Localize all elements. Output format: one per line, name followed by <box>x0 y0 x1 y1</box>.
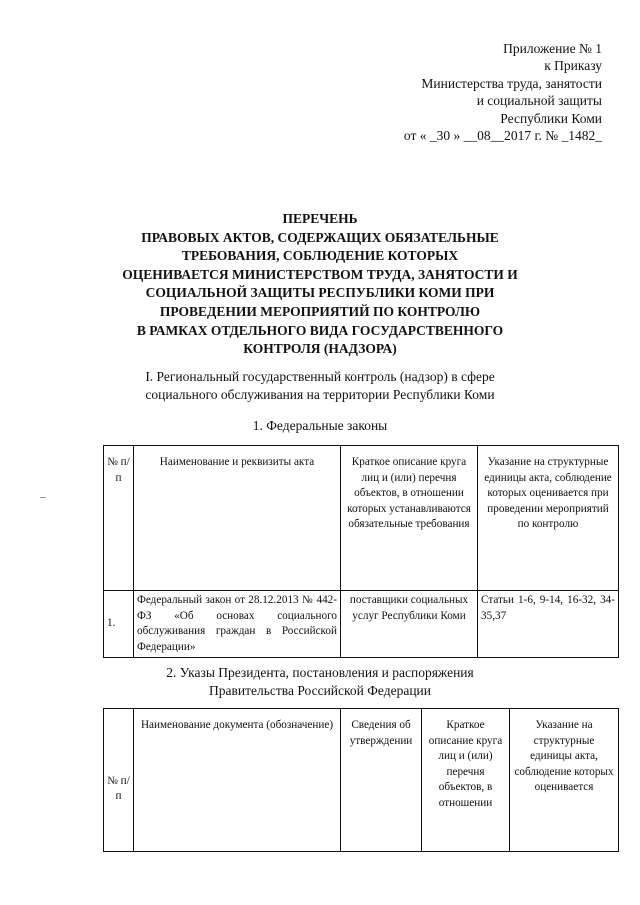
table-header-row <box>104 446 619 591</box>
header-cell-act: Наименование и реквизиты акта <box>134 446 341 591</box>
table-row <box>104 591 619 658</box>
decrees-table <box>103 708 619 852</box>
header-cell-approval: Сведения об утверждении <box>341 709 422 852</box>
row-subjects: поставщики социальных услуг Республики Коми <box>341 591 478 658</box>
title-line: ПЕРЕЧЕНЬ <box>282 211 358 226</box>
appendix-line: Республики Коми <box>500 110 602 126</box>
title-line: СОЦИАЛЬНОЙ ЗАЩИТЫ РЕСПУБЛИКИ КОМИ ПРИ <box>145 285 495 301</box>
section-heading <box>60 368 580 403</box>
title-line: КОНТРОЛЯ (НАДЗОРА) <box>243 341 397 357</box>
header-cell-units: Указание на структурные единицы акта, соблюдение которых оценивается <box>510 709 619 852</box>
title-line: ТРЕБОВАНИЯ, СОБЛЮДЕНИЕ КОТОРЫХ <box>181 248 459 264</box>
header-cell-units: Указание на структурные единицы акта, соблюдение которых оценивается при проведении мероприятий по контролю <box>478 446 619 591</box>
row-units: Статьи 1-6, 9-14, 16-32, 34-35,37 <box>478 591 619 658</box>
title-line: ОЦЕНИВАЕТСЯ МИНИСТЕРСТВОМ ТРУДА, ЗАНЯТОСТИ И <box>122 266 518 282</box>
subsection-federal-laws: 1. Федеральные законы <box>252 418 388 433</box>
subsection-line: 2. Указы Президента, постановления и распоряжения <box>166 665 474 680</box>
title-line: ПРАВОВЫХ АКТОВ, СОДЕРЖАЩИХ ОБЯЗАТЕЛЬНЫЕ <box>141 229 499 245</box>
appendix-line: Министерства труда, занятости <box>421 75 602 91</box>
appendix-line: Приложение № 1 <box>503 41 602 56</box>
table-header-row <box>104 709 619 852</box>
header-cell-number: № п/п <box>104 709 134 852</box>
header-cell-subjects: Краткое описание круга лиц и (или) перечня объектов, в отношении <box>422 709 510 852</box>
appendix-line: к Приказу <box>544 58 602 74</box>
margin-mark <box>40 497 46 498</box>
section-line: социального обслуживания на территории Республики Коми <box>145 386 495 402</box>
row-act: Федеральный закон от 28.12.2013 № 442-ФЗ «Об основах социального обслуживания граждан в Российской Федерации» <box>134 591 341 658</box>
header-cell-number: № п/п <box>104 446 134 591</box>
subsection-presidential-decrees <box>60 664 580 699</box>
appendix-header <box>404 40 602 144</box>
title-line: ПРОВЕДЕНИИ МЕРОПРИЯТИЙ ПО КОНТРОЛЮ <box>159 303 481 319</box>
document-title <box>60 210 580 359</box>
header-cell-subjects: Краткое описание круга лиц и (или) перечня объектов, в отношении которых устанавливаются обязательные требования <box>341 446 478 591</box>
section-line: I. Региональный государственный контроль (надзор) в сфере <box>145 369 495 384</box>
row-number: 1. <box>104 591 134 658</box>
appendix-line: и социальной защиты <box>476 93 602 109</box>
federal-laws-table <box>103 445 619 658</box>
header-cell-document: Наименование документа (обозначение) <box>134 709 341 852</box>
appendix-order-date: от « _30 » __08__2017 г. № _1482_ <box>403 128 602 144</box>
title-line: В РАМКАХ ОТДЕЛЬНОГО ВИДА ГОСУДАРСТВЕННОГО <box>136 322 504 338</box>
subsection-line: Правительства Российской Федерации <box>209 682 431 698</box>
